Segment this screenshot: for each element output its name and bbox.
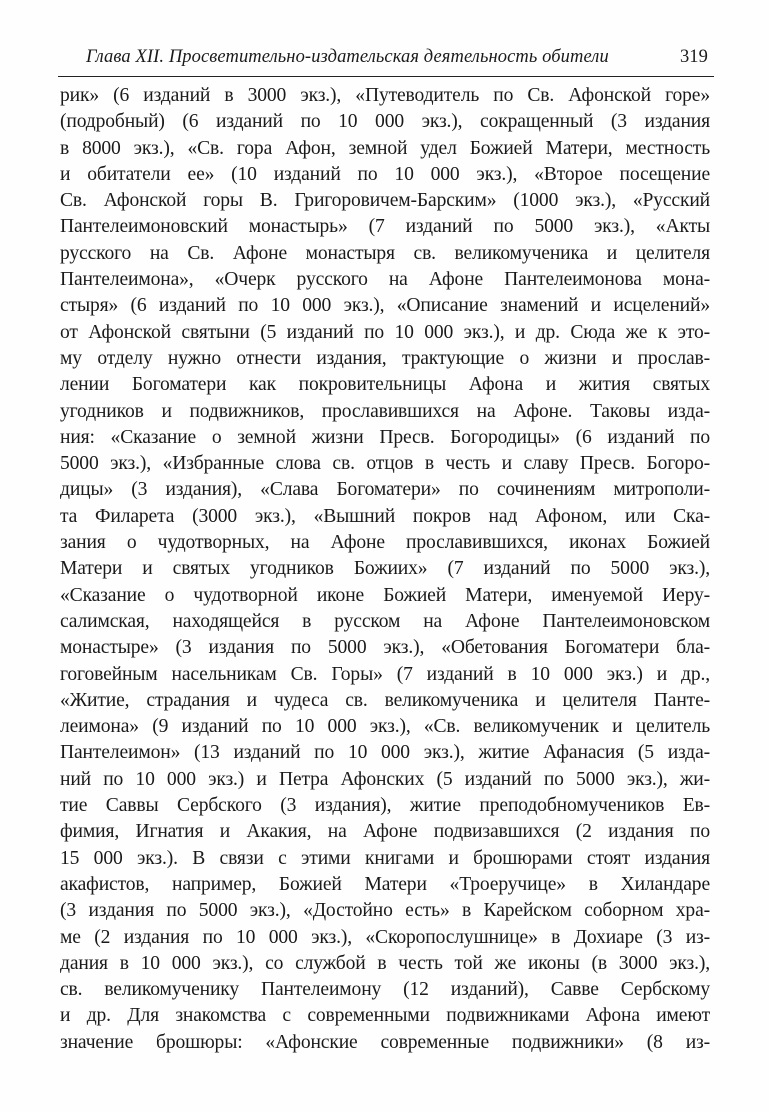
text-line: зания о чудотворных, на Афоне прославившихся, иконах Божией <box>60 532 710 554</box>
text-line: Св. Афонской горы В. Григоровичем-Барским» (1000 экз.), «Русский <box>60 190 710 212</box>
text-line: леимона» (9 изданий по 10 000 экз.), «Св. великомученик и целитель <box>60 716 710 738</box>
text-line: (подробный) (6 изданий по 10 000 экз.), сокращенный (3 издания <box>60 111 710 133</box>
text-line: 5000 экз.), «Избранные слова св. отцов в честь и славу Пресв. Богоро- <box>60 453 710 475</box>
text-line: фимия, Игнатия и Акакия, на Афоне подвизавшихся (2 издания по <box>60 821 710 843</box>
text-line: Пантелеимон» (13 изданий по 10 000 экз.), житие Афанасия (5 изда- <box>60 742 710 764</box>
text-line: «Житие, страдания и чудеса св. великомученика и целителя Панте- <box>60 689 710 711</box>
text-line: св. великомученику Пантелеимону (12 изданий), Савве Сербскому <box>60 979 710 1001</box>
text-line: дицы» (3 издания), «Слава Богоматери» по сочинениям митрополи- <box>60 479 710 501</box>
text-line: значение брошюры: «Афонские современные подвижники» (8 из- <box>60 1031 710 1053</box>
text-line: Пантелеимона», «Очерк русского на Афоне Пантелеимонова мона- <box>60 269 710 291</box>
text-line: в 8000 экз.), «Св. гора Афон, земной удел Божией Матери, местность <box>60 137 710 159</box>
text-line: ния: «Сказание о земной жизни Пресв. Богородицы» (6 изданий по <box>60 426 710 448</box>
text-line: тие Саввы Сербского (3 издания), житие преподобномучеников Ев- <box>60 795 710 817</box>
text-line: салимская, находящейся в русском на Афоне Пантелеимоновском <box>60 610 710 632</box>
text-line: угодников и подвижников, прославившихся на Афоне. Таковы изда- <box>60 400 710 422</box>
text-line: и др. Для знакомства с современными подвижниками Афона имеют <box>60 1005 710 1027</box>
page-number: 319 <box>679 47 708 67</box>
body-text <box>60 83 710 1056</box>
text-line: гоговейным насельникам Св. Горы» (7 изданий в 10 000 экз.) и др., <box>60 663 710 685</box>
header-rule <box>58 76 714 77</box>
text-line: рик» (6 изданий в 3000 экз.), «Путеводитель по Св. Афонской горе» <box>60 85 710 106</box>
text-line: (3 издания по 5000 экз.), «Достойно есть» в Карейском соборном хра- <box>60 900 710 922</box>
text-line: ний по 10 000 экз.) и Петра Афонских (5 изданий по 5000 экз.), жи- <box>60 768 710 790</box>
running-header <box>58 42 714 72</box>
text-line: русского на Св. Афоне монастыря св. великомученика и целителя <box>60 242 710 264</box>
text-line: Матери и святых угодников Божиих» (7 изданий по 5000 экз.), <box>60 558 710 580</box>
text-line: дания в 10 000 экз.), со службой в честь той же иконы (в 3000 экз.), <box>60 952 710 974</box>
text-line: акафистов, например, Божией Матери «Троеручице» в Хиландаре <box>60 873 710 895</box>
text-line: Пантелеимоновский монастырь» (7 изданий по 5000 экз.), «Акты <box>60 216 710 238</box>
text-line: му отделу нужно отнести издания, трактующие о жизни и прослав- <box>60 347 710 369</box>
text-line: и обитатели ее» (10 изданий по 10 000 экз.), «Второе посещение <box>60 163 710 185</box>
text-line: ме (2 издания по 10 000 экз.), «Скоропослушнице» в Дохиаре (3 из- <box>60 926 710 948</box>
text-line: монастыре» (3 издания по 5000 экз.), «Обетования Богоматери бла- <box>60 637 710 659</box>
text-line: «Сказание о чудотворной иконе Божией Матери, именуемой Иеру- <box>60 584 710 606</box>
text-line: та Филарета (3000 экз.), «Вышний покров над Афоном, или Ска- <box>60 505 710 527</box>
text-line: стыря» (6 изданий по 10 000 экз.), «Описание знамений и исцелений» <box>60 295 710 317</box>
chapter-title: Глава XII. Просветительно-издательская деятельность обители <box>86 47 609 67</box>
text-line: от Афонской святыни (5 изданий по 10 000 экз.), и др. Сюда же к это- <box>60 321 710 343</box>
text-line: лении Богоматери как покровительницы Афона и жития святых <box>60 374 710 396</box>
text-line: 15 000 экз.). В связи с этими книгами и брошюрами стоят издания <box>60 847 710 869</box>
